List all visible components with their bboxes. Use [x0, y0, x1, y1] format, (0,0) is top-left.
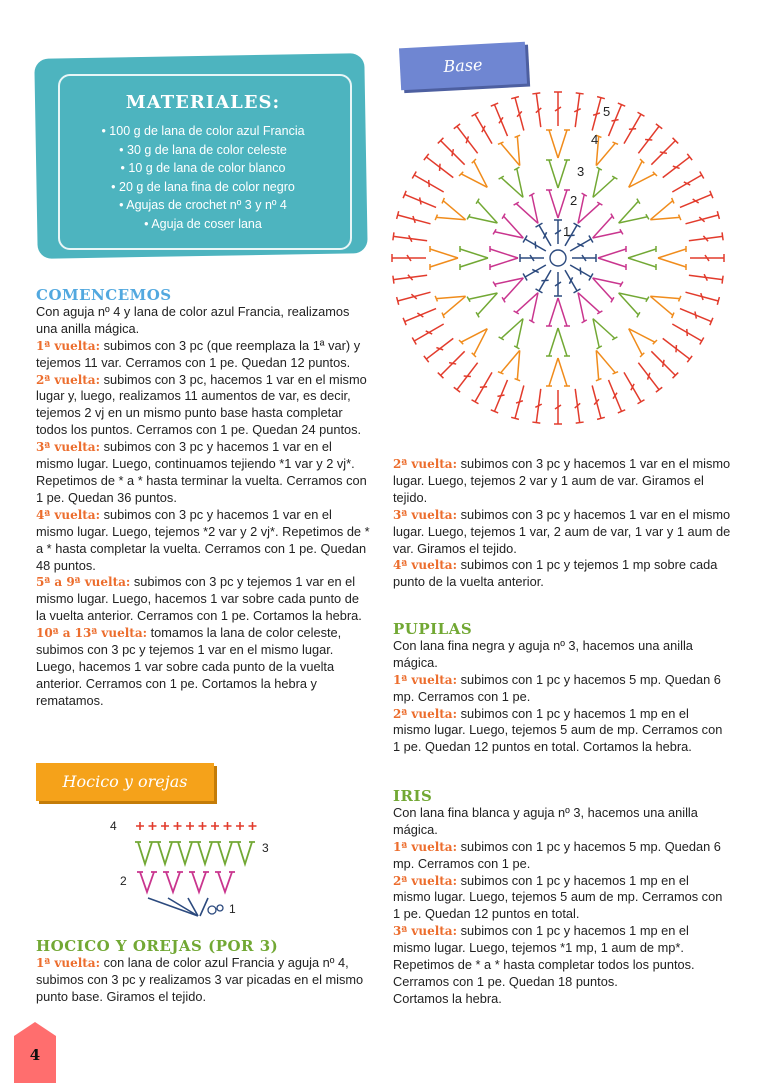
stitch-mark — [149, 822, 157, 830]
stitch-mark — [680, 309, 713, 326]
magic-ring-icon — [550, 250, 566, 266]
stitch-mark — [596, 135, 618, 165]
stitch-mark — [536, 270, 551, 293]
round-label: 2ª vuelta: — [393, 706, 458, 721]
materials-item: • 30 g de lana de color celeste — [119, 142, 287, 157]
hocico-continued — [393, 456, 733, 591]
stitch-mark — [554, 390, 562, 424]
materials-item: • 100 g de lana de color azul Francia — [101, 124, 305, 138]
round-text: con lana de color azul Francia y aguja nº 4, subimos con 3 pc y realizamos 3 var picadas en el mismo punto base. Giramos el tejido. — [36, 954, 364, 1004]
round-paragraph — [393, 507, 733, 558]
round-text: subimos con 3 pc y tejemos 1 var en el mismo lugar. Luego, hacemos 1 var sobre cada punto de la vuelta anterior. Cerramos con 1 pe. Cortamos la hebra. — [36, 574, 362, 624]
round-paragraph — [36, 625, 372, 710]
stitch-mark — [546, 298, 570, 326]
stitch-mark — [523, 236, 546, 251]
round-paragraph — [393, 672, 729, 706]
stitch-mark — [578, 193, 602, 223]
stitch-mark — [403, 309, 436, 326]
stitch-mark — [532, 389, 541, 423]
stitch-mark — [135, 842, 155, 864]
round-text: subimos con 3 pc, hacemos 1 var en el mismo lugar y, luego, realizamos 11 aumentos de var, es decir, tejemos 2 vj en un mismo punto base hasta completar todos los puntos. Cerramos con 1 pe. Quedan 24 puntos. — [36, 371, 367, 438]
stitch-mark — [393, 275, 427, 284]
stitch-mark — [650, 296, 680, 318]
stitch-mark — [393, 232, 427, 241]
base-crochet-diagram — [380, 88, 740, 428]
stitch-mark — [593, 214, 623, 238]
base-diagram-rings — [392, 92, 724, 424]
materials-item: • Aguja de coser lana — [144, 216, 262, 231]
round-label: 2ª vuelta: — [393, 873, 458, 888]
page-number: 4 — [29, 1046, 41, 1064]
stitch-mark — [686, 292, 720, 305]
base-section-tag: Base — [399, 42, 527, 91]
round-label: 3ª vuelta: — [393, 507, 458, 522]
comencemos-heading: COMENCEMOS — [36, 286, 172, 304]
stitch-mark — [412, 324, 443, 344]
stitch-mark — [199, 822, 207, 830]
stitch-mark — [514, 293, 538, 323]
round-text: subimos con 1 pc y hacemos 5 mp. Quedan 6 mp. Cerramos con 1 pe. — [393, 838, 721, 871]
stitch-mark — [224, 822, 232, 830]
stitch-mark — [593, 278, 623, 302]
round-label: 3ª vuelta: — [36, 440, 101, 455]
stitch-mark — [491, 380, 508, 413]
stitch-mark — [161, 822, 169, 830]
stitch-mark — [397, 292, 431, 305]
stitch-mark — [215, 842, 235, 864]
stitch-mark — [490, 246, 518, 270]
stitch-mark — [546, 358, 570, 386]
stitch-mark — [472, 372, 492, 403]
stitch-mark — [554, 220, 562, 244]
round-text: tomamos la lana de color celeste, subimos con 3 pc y tejemos 1 var en el mismo lugar. Luego, hacemos 1 var sobre cada punto de la vuelta anterior. Cerramos con 1 pe. Cortamos la hebra y rematamos. — [36, 625, 342, 708]
stitch-mark — [137, 872, 157, 892]
stitch-mark — [536, 223, 551, 246]
stitch-mark — [472, 112, 492, 143]
stitch-mark — [663, 338, 692, 362]
stitch-mark — [689, 274, 723, 283]
round-paragraph — [36, 507, 372, 575]
stitch-mark — [572, 254, 596, 262]
stitch-mark — [397, 211, 431, 224]
round-text: subimos con 1 pc y hacemos 1 mp en el mismo lugar. Luego, tejemos 5 aum de mp. Cerramos con 1 pe. Quedan 12 puntos en total. — [393, 872, 723, 922]
materials-title: MATERIALES: — [125, 92, 281, 113]
stitch-mark — [467, 199, 497, 223]
stitch-mark — [574, 93, 583, 127]
stitch-mark — [499, 167, 523, 197]
stitch-mark — [491, 103, 508, 136]
round-text: subimos con 1 pc y hacemos 1 mp en el mismo lugar. Luego, tejemos 5 aum de mp. Cerramos con 1 pe. Quedan 12 puntos en total. Cortamos la hebra. — [393, 705, 723, 755]
row-label: 1 — [229, 902, 236, 916]
stitch-mark — [174, 822, 182, 830]
stitch-mark — [175, 842, 195, 864]
stitch-mark — [570, 265, 593, 280]
round-text: subimos con 1 pc y tejemos 1 mp sobre cada punto de la vuelta anterior. — [393, 557, 718, 590]
stitch-mark — [638, 124, 662, 153]
stitch-mark — [596, 350, 618, 380]
materials-item: • 20 g de lana fina de color negro — [111, 179, 295, 194]
hocico-diagram-marks — [135, 822, 257, 916]
materials-item: • 10 g de lana de color blanco — [120, 161, 286, 175]
stitch-mark — [554, 92, 562, 126]
row-label: 3 — [262, 841, 269, 855]
round-label: 4ª vuelta: — [393, 558, 458, 573]
pupilas-section — [393, 621, 729, 756]
round-label: 5ª a 9ª vuelta: — [36, 575, 131, 590]
stitch-mark — [658, 246, 686, 270]
stitch-mark — [424, 338, 453, 362]
pupilas-intro: Con lana fina negra y aguja nº 3, hacemos una anilla mágica. — [393, 637, 693, 670]
stitch-mark — [570, 236, 593, 251]
round-label: 2ª vuelta: — [393, 457, 458, 471]
round-paragraph — [36, 955, 366, 1006]
round-paragraph — [36, 338, 372, 372]
stitch-mark — [215, 872, 235, 892]
stitch-mark — [546, 160, 570, 188]
comencemos-section — [36, 287, 372, 710]
round-label: 10ª a 13ª vuelta: — [36, 626, 148, 641]
stitch-mark — [403, 191, 436, 208]
stitch-mark — [235, 842, 255, 864]
stitch-mark — [680, 191, 713, 208]
row-label: 2 — [120, 874, 127, 888]
stitch-mark — [619, 293, 649, 317]
ring-label: 2 — [570, 193, 578, 208]
stitch-mark — [689, 232, 723, 241]
stitch-mark — [493, 214, 523, 238]
stitch-mark — [546, 130, 570, 158]
round-label: 4ª vuelta: — [36, 507, 101, 522]
ring-label: 4 — [591, 132, 599, 147]
stitch-mark — [520, 254, 544, 262]
stitch-mark — [690, 254, 724, 262]
stitch-mark — [217, 905, 223, 911]
stitch-mark — [392, 254, 426, 262]
comencemos-intro: Con aguja nº 4 y lana de color azul Francia, realizamos una anilla mágica. — [36, 303, 350, 336]
stitch-mark — [514, 193, 538, 223]
stitch-mark — [593, 319, 617, 349]
round-text: subimos con 3 pc y hacemos 1 var en el mismo lugar. Luego, tejemos *2 var y 2 vj*. Repetimos de * a * hasta completar la vuelta. Cerramos con 1 pe. Quedan 48 puntos. — [36, 506, 370, 573]
materials-list — [58, 122, 348, 233]
stitch-mark — [493, 278, 523, 302]
stitch-mark — [672, 172, 703, 192]
stitch-mark — [438, 351, 465, 378]
ring-label: 5 — [603, 104, 611, 119]
round-paragraph — [393, 557, 733, 591]
ring-label: 3 — [577, 164, 585, 179]
round-paragraph — [36, 439, 372, 507]
stitch-mark — [638, 363, 662, 392]
iris-intro: Con lana fina blanca y aguja nº 3, hacemos una anilla mágica. — [393, 804, 698, 837]
stitch-mark — [578, 293, 602, 323]
stitch-mark — [148, 898, 208, 916]
stitch-mark — [499, 319, 523, 349]
stitch-mark — [663, 154, 692, 178]
stitch-mark — [651, 138, 678, 165]
round-paragraph — [393, 706, 729, 757]
stitch-mark — [435, 198, 465, 220]
stitch-mark — [454, 363, 478, 392]
round-text: subimos con 3 pc y hacemos 1 var en el mismo lugar. Luego, continuamos tejiendo *1 var y 2 vj*. Repetimos de * a * hasta terminar la vuelta. Cerramos con 1 pe. Quedan 36 puntos. — [36, 439, 367, 505]
stitch-mark — [523, 265, 546, 280]
stitch-mark — [686, 211, 720, 224]
stitch-mark — [546, 328, 570, 356]
stitch-mark — [424, 154, 453, 178]
stitch-mark — [672, 324, 703, 344]
stitch-mark — [236, 822, 244, 830]
round-label: 2ª vuelta: — [36, 372, 101, 387]
stitch-mark — [454, 124, 478, 153]
row-label: 4 — [110, 819, 117, 833]
round-paragraph — [393, 456, 733, 507]
stitch-mark — [211, 822, 219, 830]
stitch-mark — [628, 246, 656, 270]
stitch-mark — [136, 822, 144, 830]
stitch-mark — [575, 389, 584, 423]
stitch-mark — [511, 386, 524, 420]
round-text: subimos con 1 pc y hacemos 5 mp. Quedan 6 mp. Cerramos con 1 pe. — [393, 671, 721, 704]
stitch-mark — [467, 293, 497, 317]
round-label: 1ª vuelta: — [393, 672, 458, 687]
round-label: 1ª vuelta: — [36, 955, 101, 970]
round-text: subimos con 3 pc y hacemos 1 var en el mismo lugar. Luego, tejemos 2 var y 1 aum de var. Giramos el tejido. — [393, 456, 731, 505]
round-paragraph — [393, 923, 729, 991]
stitch-mark — [592, 386, 605, 420]
round-paragraph — [393, 873, 729, 924]
stitch-mark — [435, 296, 465, 318]
stitch-mark — [532, 93, 541, 127]
stitch-mark — [155, 842, 175, 864]
stitch-mark — [498, 135, 520, 165]
round-paragraph — [36, 372, 372, 440]
stitch-mark — [249, 822, 257, 830]
stitch-mark — [624, 112, 644, 143]
stitch-mark — [438, 138, 465, 165]
stitch-mark — [189, 872, 209, 892]
hocico-heading: HOCICO Y OREJAS (POR 3) — [36, 937, 279, 955]
stitch-mark — [593, 167, 617, 197]
stitch-mark — [430, 246, 458, 270]
stitch-mark — [609, 380, 626, 413]
stitch-mark — [651, 351, 678, 378]
iris-outro: Cortamos la hebra. — [393, 990, 502, 1006]
stitch-mark — [565, 270, 580, 293]
stitch-mark — [609, 103, 626, 136]
round-label: 3ª vuelta: — [393, 924, 458, 939]
stitch-mark — [554, 272, 562, 296]
stitch-mark — [624, 372, 644, 403]
hocico-section — [36, 938, 366, 1006]
stitch-mark — [163, 872, 183, 892]
round-text: subimos con 3 pc y hacemos 1 var en el mismo lugar. Luego, tejemos 1 var, 2 aum de var, 1 var y 1 aum de var. Giramos el tejido. — [393, 506, 731, 556]
materials-item: • Agujas de crochet nº 3 y nº 4 — [119, 198, 287, 212]
round-label: 1ª vuelta: — [36, 338, 101, 353]
stitch-mark — [511, 97, 524, 131]
hocico-section-tag: Hocico y orejas — [36, 763, 214, 801]
round-paragraph — [393, 839, 729, 873]
stitch-mark — [208, 906, 216, 914]
round-paragraph — [36, 574, 372, 625]
ring-label: 1 — [563, 224, 571, 239]
round-text: subimos con 1 pc y hacemos 1 mp en el mismo lugar. Luego, tejemos *1 mp, 1 aum de mp*. Repetimos de * a * hasta completar todos los puntos. Cerramos con 1 pe. Quedan 18 puntos. — [393, 923, 695, 989]
hocico-crochet-diagram — [108, 812, 288, 922]
iris-section — [393, 788, 729, 1008]
stitch-mark — [498, 350, 520, 380]
stitch-mark — [650, 198, 680, 220]
stitch-mark — [598, 246, 626, 270]
iris-heading: IRIS — [393, 787, 433, 805]
stitch-mark — [546, 190, 570, 218]
pupilas-heading: PUPILAS — [393, 620, 473, 638]
stitch-mark — [195, 842, 215, 864]
stitch-mark — [186, 822, 194, 830]
stitch-mark — [412, 172, 443, 192]
round-text: subimos con 3 pc (que reemplaza la 1ª var) y tejemos 11 var. Cerramos con 1 pe. Quedan 12 puntos. — [36, 337, 361, 370]
round-label: 1ª vuelta: — [393, 839, 458, 854]
stitch-mark — [460, 246, 488, 270]
stitch-mark — [619, 199, 649, 223]
